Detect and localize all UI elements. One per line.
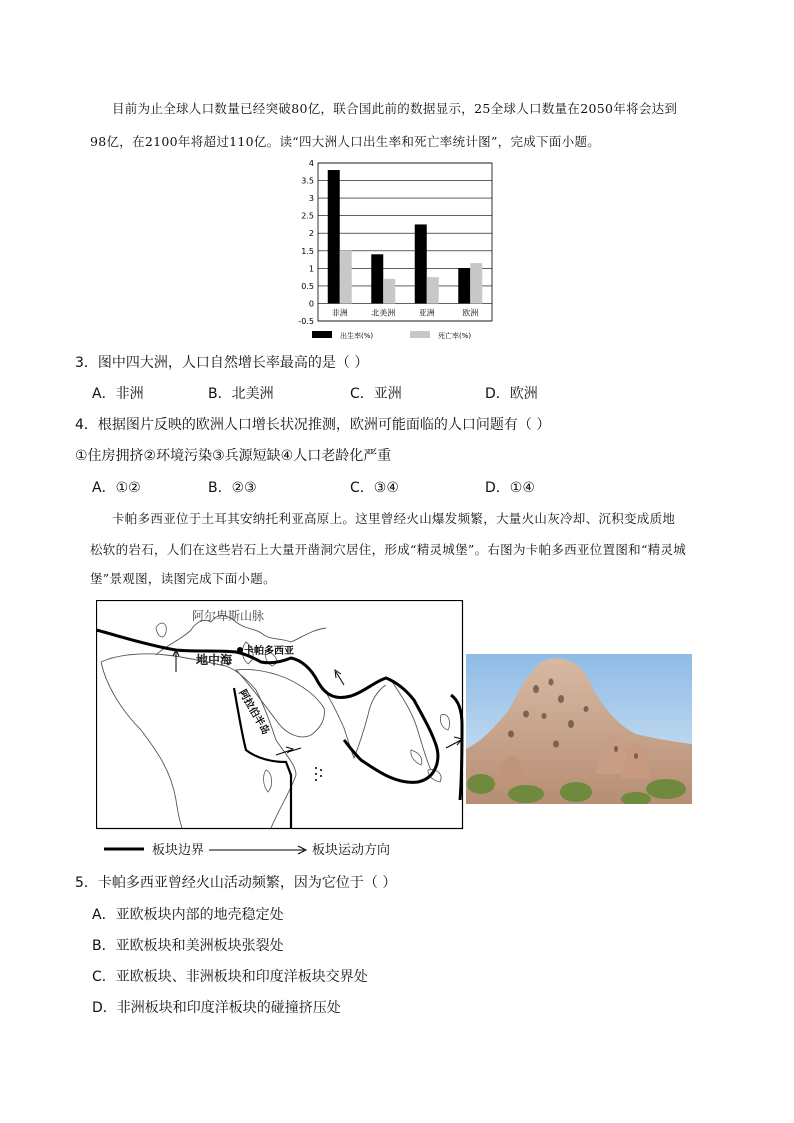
y-tick-label: 3 [308, 194, 314, 204]
bar-death [427, 277, 439, 303]
q3-stem: 3．图中四大洲，人口自然增长率最高的是（ ） [75, 355, 369, 371]
y-tick-label: 1 [308, 264, 314, 274]
label-mediterranean: 地中海 [196, 653, 233, 667]
passage1-line2: 98亿，在2100年将超过110亿。读“四大洲人口出生率和死亡率统计图”，完成下面小题。 [90, 134, 601, 149]
label-arabian-peninsula: 阿拉伯半岛 [236, 688, 271, 737]
q4-option-b[interactable]: B．②③ [208, 480, 257, 496]
q4-option-c[interactable]: C．③④ [350, 480, 399, 496]
y-tick-label: 4 [308, 159, 314, 168]
q4-stem: 4．根据图片反映的欧洲人口增长状况推测，欧洲可能面临的人口问题有（ ） [75, 417, 551, 433]
x-tick-label: 非洲 [331, 308, 348, 318]
q4-option-d[interactable]: D．①④ [485, 480, 535, 496]
y-tick-label: 0.5 [301, 281, 314, 291]
bar-death [340, 251, 352, 304]
bar-birth [458, 268, 470, 303]
q3-option-b[interactable]: B．北美洲 [208, 386, 274, 402]
legend-label: 出生率(%) [340, 332, 374, 340]
q3-option-c[interactable]: C．亚洲 [350, 386, 402, 402]
chart-bars [328, 170, 483, 303]
q3-option-a[interactable]: A．非洲 [92, 386, 144, 402]
x-tick-label: 北美洲 [371, 308, 396, 318]
chart-x-ticks [332, 307, 479, 317]
x-tick-label: 欧洲 [462, 308, 479, 318]
cappadocia-marker [237, 647, 243, 653]
passage2-line2: 松软的岩石，人们在这些岩石上大量开凿洞穴居住，形成“精灵城堡”。右图为卡帕多西亚位置图和“精灵城 [90, 542, 687, 557]
y-tick-label: -0.5 [298, 317, 314, 326]
q4-option-a[interactable]: A．①② [92, 480, 141, 496]
q5-option-a[interactable]: A．亚欧板块内部的地壳稳定处 [92, 907, 284, 923]
bar-death [470, 263, 482, 303]
q5-option-c[interactable]: C．亚欧板块、非洲板块和印度洋板块交界处 [92, 969, 368, 985]
q5-option-b[interactable]: B．亚欧板块和美洲板块张裂处 [92, 938, 284, 954]
x-tick-label: 亚洲 [418, 308, 435, 318]
plate-location-map [96, 600, 464, 830]
label-cappadocia: 卡帕多西亚 [244, 646, 294, 657]
y-tick-label: 2 [308, 229, 314, 239]
bar-birth [328, 170, 340, 303]
legend-swatch [312, 331, 332, 338]
q3-option-d[interactable]: D．欧洲 [485, 386, 538, 402]
q4-items: ①住房拥挤②环境污染③兵源短缺④人口老龄化严重 [75, 448, 392, 464]
bar-birth [415, 224, 427, 303]
fairy-chimney-photo [466, 654, 692, 804]
label-alps: 阿尔卑斯山脉 [192, 609, 265, 623]
legend-swatch [410, 331, 430, 338]
chart-y-ticks [298, 159, 314, 326]
chart-legend [312, 331, 471, 340]
y-tick-label: 2.5 [301, 211, 314, 221]
passage1-line1: 目前为止全球人口数量已经突破80亿，联合国此前的数据显示，25全球人口数量在2050年将会达到 [112, 101, 678, 116]
map-legend [104, 840, 434, 862]
birth-death-rate-chart [290, 155, 520, 345]
y-tick-label: 0 [308, 299, 314, 309]
passage2-line3: 堡”景观图，读图完成下面小题。 [90, 571, 276, 586]
q5-option-d[interactable]: D．非洲板块和印度洋板块的碰撞挤压处 [92, 1000, 341, 1016]
passage2-line1: 卡帕多西亚位于土耳其安纳托利亚高原上。这里曾经火山爆发频繁，大量火山灰冷却、沉积变成质地 [112, 511, 676, 526]
y-tick-label: 1.5 [301, 246, 314, 256]
bar-birth [371, 254, 383, 303]
y-tick-label: 3.5 [301, 176, 314, 186]
legend-boundary-label: 板块边界 [152, 843, 205, 858]
legend-direction-label: 板块运动方向 [312, 843, 391, 858]
bar-death [383, 279, 395, 304]
q5-stem: 5．卡帕多西亚曾经火山活动频繁，因为它位于（ ） [75, 875, 397, 891]
legend-label: 死亡率(%) [438, 332, 472, 340]
